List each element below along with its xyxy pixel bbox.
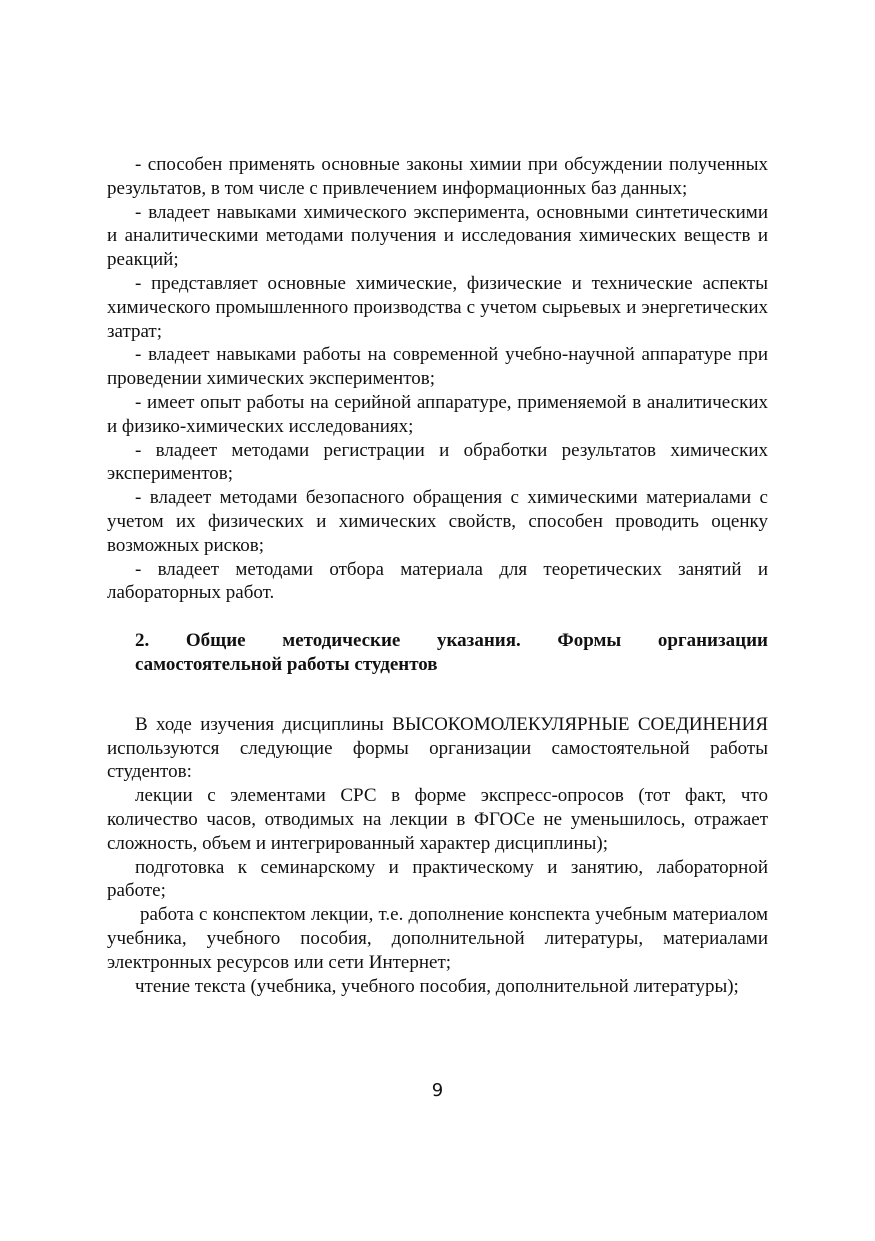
competency-item-4: - владеет навыками работы на современной учебно-научной аппаратуре при проведении химических экспериментов; bbox=[107, 344, 768, 390]
competency-item-8: - владеет методами отбора материала для теоретических занятий и лабораторных работ. bbox=[107, 558, 768, 604]
competency-item-6: - владеет методами регистрации и обработки результатов химических экспериментов; bbox=[107, 439, 768, 485]
document-page bbox=[107, 153, 768, 998]
body-paragraph-preparation: подготовка к семинарскому и практическому и занятию, лабораторной работе; bbox=[107, 856, 768, 902]
section-heading-line-2: самостоятельной работы студентов bbox=[135, 653, 438, 675]
competency-item-2: - владеет навыками химического эксперимента, основными синтетическими и аналитическими методами получения и исследования химических веществ и реакций; bbox=[107, 201, 768, 271]
page-number: 9 bbox=[431, 1080, 444, 1101]
body-paragraph-reading: чтение текста (учебника, учебного пособия, дополнительной литературы); bbox=[135, 975, 739, 997]
body-paragraph-intro: В ходе изучения дисциплины ВЫСОКОМОЛЕКУЛЯРНЫЕ СОЕДИНЕНИЯ используются следующие формы организации самостоятельной работы студентов: bbox=[107, 713, 768, 783]
competency-item-3: - представляет основные химические, физические и технические аспекты химического промышленного производства с учетом сырьевых и энергетических затрат; bbox=[107, 272, 768, 342]
competency-item-5: - имеет опыт работы на серийной аппаратуре, применяемой в аналитических и физико-химических исследованиях; bbox=[107, 391, 768, 437]
section-heading bbox=[107, 629, 768, 677]
section-spacer bbox=[107, 677, 768, 713]
competency-item-1: - способен применять основные законы химии при обсуждении полученных результатов, в том числе с привлечением информационных баз данных; bbox=[107, 154, 768, 199]
section-heading-line-1: 2. Общие методические указания. Формы организации bbox=[135, 630, 768, 652]
competency-item-7: - владеет методами безопасного обращения с химическими материалами с учетом их физических и химических свойств, способен проводить оценку возможных рисков; bbox=[107, 487, 768, 556]
body-paragraph-notes: работа с конспектом лекции, т.е. дополнение конспекта учебным материалом учебника, учебного пособия, дополнительной литературы, материалами электронных ресурсов или сети Интернет; bbox=[107, 904, 768, 973]
body-paragraph-lectures: лекции с элементами СРС в форме экспресс-опросов (тот факт, что количество часов, отводимых на лекции в ФГОСе не уменьшилось, отражает сложность, объем и интегрированный характер дисциплины); bbox=[107, 785, 768, 854]
